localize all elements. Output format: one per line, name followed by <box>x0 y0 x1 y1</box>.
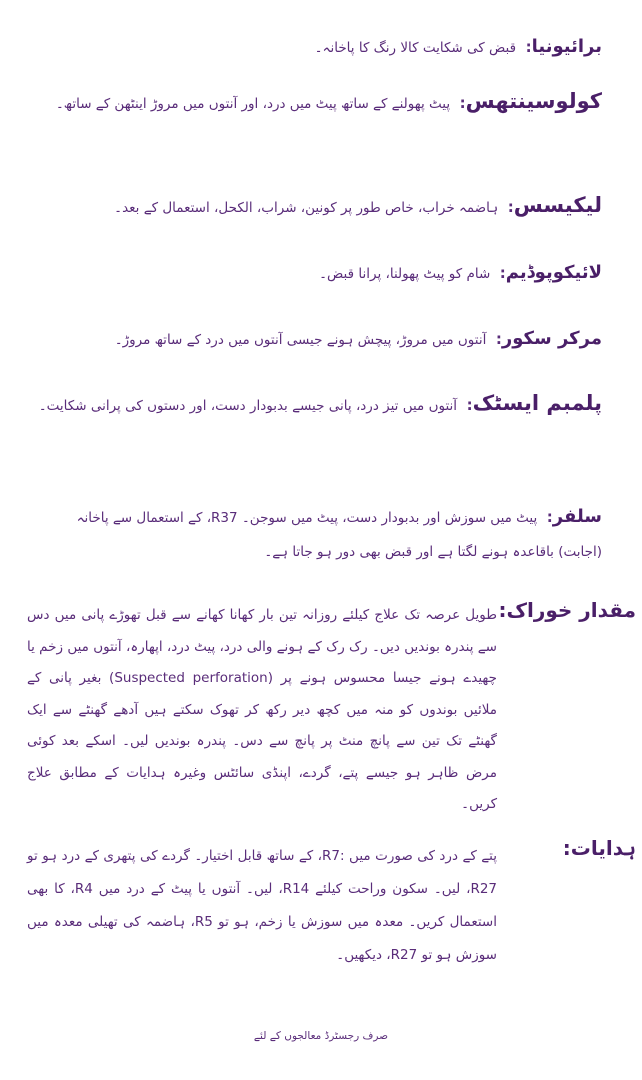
footer-note: صرف رجسٹرڈ معالجوں کے لئے <box>253 1030 389 1042</box>
remedy-merc-cor: مرکر سکور: آنتوں میں مروڑ، پیچش ہونے جیسی آنتوں میں درد کے ساتھ مروڑ۔ <box>114 328 602 349</box>
remedy-name: لیکیسس <box>513 193 602 217</box>
remedy-name: مرکر سکور <box>501 328 602 349</box>
remedy-text: پیٹ میں سوزش اور بدبودار دست، پیٹ میں سوجن۔ R37، کے استعمال سے پاخانہ (اجابت) باقاعدہ ہونے لگتا ہے اور قبض بھی دور ہو جاتا ہے۔ <box>76 510 602 560</box>
remedy-text: ہاضمہ خراب، خاص طور پر کونین، شراب، الکحل، استعمال کے بعد۔ <box>114 200 499 216</box>
instructions-text: پتے کے درد کی صورت میں :R7، کے ساتھ قابل اختیار۔ گردے کی پتھری کے درد ہو تو R27، لیں۔ سکون وراحت کیلئے R14، لیں۔ آنتوں یا پیٹ کے درد میں R4، کا بھی استعمال کریں۔ معدہ میں سوزش یا زخم، ہو تو R5، ہاضمہ کی تھیلی معدہ میں سوزش ہو تو R27، دیکھیں۔ <box>27 848 498 963</box>
remedy-name: لائیکوپوڈیم <box>505 262 602 283</box>
remedy-name: کولوسینتھس <box>465 89 602 113</box>
remedy-name: برائیونیا <box>531 36 602 57</box>
remedy-colocynthis: کولوسینتھس: پیٹ پھولنے کے ساتھ پیٹ میں درد، اور آنتوں میں مروڑ اینٹھن کے ساتھ۔ <box>55 89 602 113</box>
remedy-lycopodium: لائیکوپوڈیم: شام کو پیٹ پھولنا، پرانا قبض۔ <box>319 262 602 283</box>
remedy-lachesis: لیکیسس: ہاضمہ خراب، خاص طور پر کونین، شراب، الکحل، استعمال کے بعد۔ <box>114 193 602 217</box>
dosage-text <box>27 600 497 821</box>
dosage-latin-term: (Suspected perforation) <box>109 670 274 686</box>
dosage-heading: مقدار خوراک: <box>498 598 636 622</box>
remedy-bryonia: برائیونیا: قبض کی شکایت کالا رنگ کا پاخانہ۔ <box>314 36 602 57</box>
remedy-text: قبض کی شکایت کالا رنگ کا پاخانہ۔ <box>314 40 517 56</box>
instructions-heading: ہدایات: <box>562 836 636 860</box>
remedy-sulphur: سلفر: پیٹ میں سوزش اور بدبودار دست، پیٹ میں سوجن۔ R37، کے استعمال سے پاخانہ (اجابت) باقاعدہ ہونے لگتا ہے اور قبض بھی دور ہو جاتا ہے۔ <box>76 506 602 560</box>
remedy-text: آنتوں میں تیز درد، پانی جیسے بدبودار دست، اور دستوں کی پرانی شکایت۔ <box>38 398 458 414</box>
remedy-text: پیٹ پھولنے کے ساتھ پیٹ میں درد، اور آنتوں میں مروڑ اینٹھن کے ساتھ۔ <box>55 96 451 112</box>
remedy-name: سلفر <box>552 506 602 527</box>
remedy-name: پلمبم ایسٹک <box>472 391 602 415</box>
dosage-text-after: بغیر پانی کے ملائیں بوندوں کو منہ میں کچھ دیر رکھ کر تھوک سکتے ہیں آدھے گھنٹے سے ایک گھنٹے تک تین سے پانچ منٹ پر پانچ سے دس۔ پندرہ بوندیں لیں۔ اسکے بعد کوئی مرض ظاہر ہو جیسے پتے، گردے، اپنڈی سائٹس وغیرہ ہدایات کے مطابق علاج کریں۔ <box>27 670 497 812</box>
remedy-text: شام کو پیٹ پھولنا، پرانا قبض۔ <box>319 266 491 282</box>
remedy-text: آنتوں میں مروڑ، پیچش ہونے جیسی آنتوں میں درد کے ساتھ مروڑ۔ <box>114 332 487 348</box>
dosage-text-before: طویل عرصہ تک علاج کیلئے روزانہ تین بار کھانا کھانے سے قبل تھوڑے پانی میں دس سے پندرہ بوندیں دیں۔ رک رک کے ہونے والی درد، پیٹ درد، اپھارہ، آنتوں میں زخم یا چھیدے ہونے جیسا محسوس ہونے پر <box>27 607 497 686</box>
remedy-plumbum-acet: پلمبم ایسٹک: آنتوں میں تیز درد، پانی جیسے بدبودار دست، اور دستوں کی پرانی شکایت۔ <box>38 391 602 415</box>
